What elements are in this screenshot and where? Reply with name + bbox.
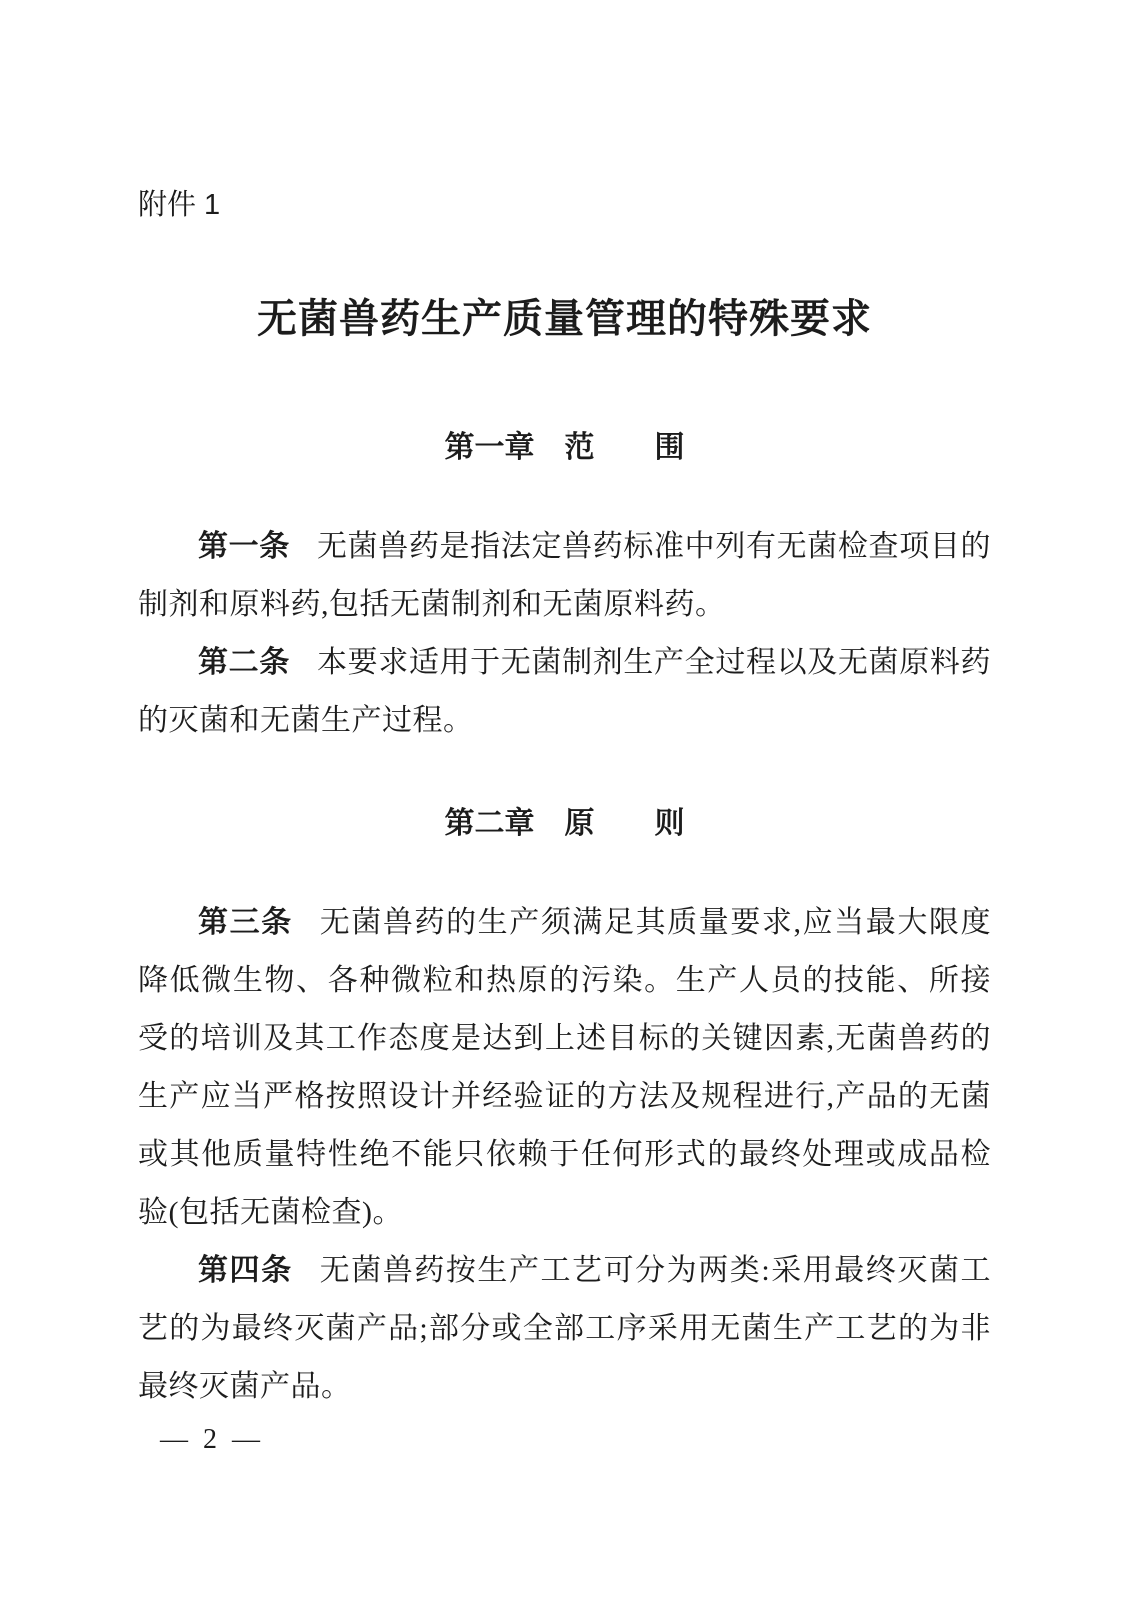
- article-3-label: 第三条: [198, 906, 293, 939]
- document-title: 无菌兽药生产质量管理的特殊要求: [257, 296, 872, 341]
- article-2-text: 本要求适用于无菌制剂生产全过程以及无菌原料药的灭菌和无菌生产过程。: [138, 646, 991, 737]
- article-3-text: 无菌兽药的生产须满足其质量要求,应当最大限度降低微生物、各种微粒和热原的污染。生产人员的技能、所接受的培训及其工作态度是达到上述目标的关键因素,无菌兽药的生产应当严格按照设计并经验证的方法及规程进行,产品的无菌或其他质量特性绝不能只依赖于任何形式的最终处理或成品检验(包括无菌检查)。: [138, 906, 991, 1229]
- article-4: [138, 1242, 991, 1416]
- article-3: [138, 894, 991, 1242]
- article-1: [138, 518, 991, 634]
- chapter-2: [138, 806, 991, 1416]
- attachment-label: 附件 1: [138, 189, 221, 221]
- article-2-label: 第二条: [198, 646, 290, 679]
- article-1-text: 无菌兽药是指法定兽药标准中列有无菌检查项目的制剂和原料药,包括无菌制剂和无菌原料药。: [138, 530, 991, 621]
- article-1-label: 第一条: [198, 530, 290, 563]
- page-number: — 2 —: [160, 1424, 264, 1455]
- chapter-1: [138, 430, 991, 750]
- article-4-text: 无菌兽药按生产工艺可分为两类:采用最终灭菌工艺的为最终灭菌产品;部分或全部工序采用无菌生产工艺的为非最终灭菌产品。: [138, 1254, 992, 1403]
- article-4-label: 第四条: [198, 1254, 293, 1287]
- article-2: [138, 634, 991, 750]
- chapter-2-heading: 第二章 原 则: [444, 807, 685, 840]
- chapter-1-heading: 第一章 范 围: [444, 431, 685, 464]
